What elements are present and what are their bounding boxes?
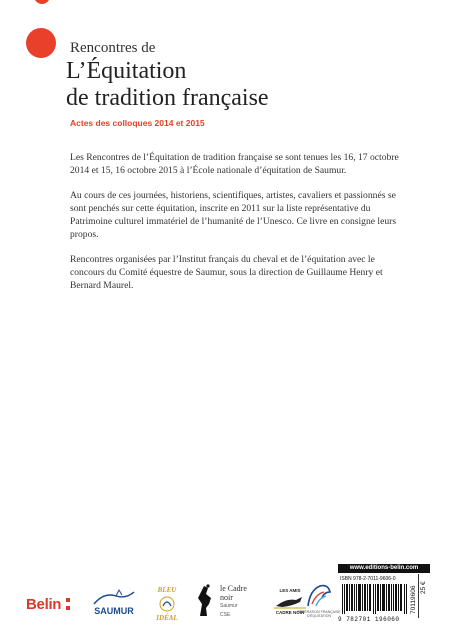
rearing-horse-icon — [194, 582, 216, 618]
cadre-noir-logo-line-2: noir — [220, 593, 233, 602]
saumur-horse-icon — [86, 588, 142, 608]
cadre-noir-logo-line-1: le Cadre — [220, 584, 247, 593]
book-title — [66, 58, 269, 112]
ean-number: 9 782701 196060 — [338, 616, 400, 623]
isbn: ISBN 978-2-7011-9606-0 — [340, 576, 396, 582]
publisher-logo: Belin — [26, 596, 62, 613]
price: 25 € — [420, 581, 427, 594]
rearing-horse-logo — [194, 582, 216, 618]
ffe-logo — [294, 580, 344, 622]
blurb-paragraph-2: Au cours de ces journées, historiens, scientifiques, artistes, cavaliers et passionnés se sont penchés sur cette équitation, inscrite en 2011 sur la liste représentative du Patrimoine culturel immatériel de l’humanité de l’Unesco. Ce livre en consigne leurs propos. — [70, 190, 397, 240]
cadre-noir-logo-line-3: Saumur — [220, 603, 238, 609]
bleu-ideal-logo-text-bottom: IDÉAL — [156, 614, 178, 622]
cadre-noir-logo — [220, 584, 268, 626]
ffe-horse-head-icon — [294, 580, 344, 610]
bleu-ideal-logo-text-top: BLEU — [157, 586, 177, 594]
barcode — [342, 584, 408, 614]
amis-cadre-noir-logo-text-bottom: CADRE NOIR — [275, 610, 305, 615]
saumur-logo — [86, 588, 142, 624]
blurb-paragraph-3: Rencontres organisées par l’Institut français du cheval et de l’équitation avec le concours du Comité équestre de Saumur, sous la direction de Guillaume Henry et Bernard Maurel. — [70, 254, 383, 291]
publisher-logo-mark-top — [66, 598, 70, 602]
barcode-block — [338, 560, 430, 628]
bleu-ideal-logo — [144, 584, 190, 624]
saumur-logo-text: SAUMUR — [94, 606, 134, 616]
top-edge-dot — [34, 0, 50, 4]
blurb — [70, 151, 410, 304]
ffe-logo-text: FÉDÉRATION FRANÇAISE D'ÉQUITATION — [297, 610, 341, 618]
back-cover-footer — [20, 560, 430, 630]
subtitle: Actes des colloques 2014 et 2015 — [70, 118, 205, 128]
red-circle-mark — [26, 28, 56, 58]
title-line-2: de tradition française — [66, 85, 269, 111]
publisher-logo-mark-bottom — [66, 606, 70, 610]
amis-cadre-noir-logo-text-top: LES AMIS — [279, 588, 301, 593]
cadre-noir-logo-suffix: CSE — [220, 612, 231, 618]
publisher-website: www.editions-belin.com — [338, 564, 430, 573]
barcode-separator — [418, 574, 419, 618]
blurb-paragraph-1: Les Rencontres de l’Équitation de tradition française se sont tenues les 16, 17 octobre 2014 et 15, 16 octobre 2015 à l’École nationale d’équitation de Saumur. — [70, 152, 399, 176]
pre-title: Rencontres de — [70, 40, 156, 56]
product-code: 70119606 — [410, 585, 417, 614]
title-line-1: L’Équitation — [66, 58, 187, 84]
